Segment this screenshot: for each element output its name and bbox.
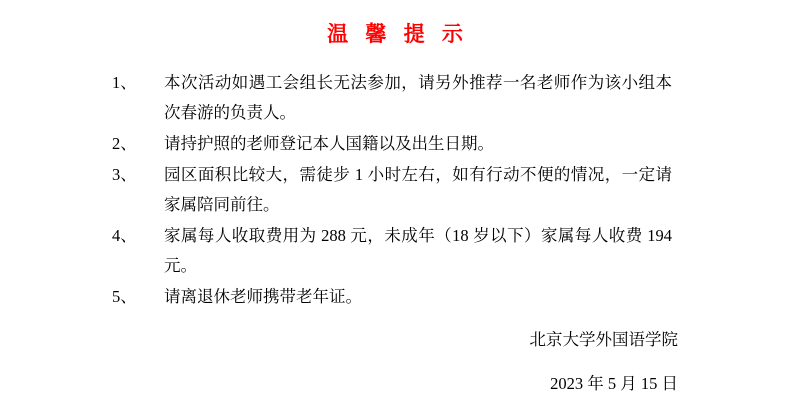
list-item	[0, 68, 790, 128]
list-item-number: 3、	[112, 165, 137, 184]
list-item-text: 本次活动如遇工会组长无法参加，请另外推荐一名老师作为该小组本次春游的负责人。	[164, 73, 672, 122]
signature-date: 2023 年 5 月 15 日	[550, 374, 678, 393]
list-item-number: 1、	[112, 73, 137, 92]
signature: 北京大学外国语学院	[529, 330, 678, 349]
list-item-text: 园区面积比较大，需徒步 1 小时左右，如有行动不便的情况，一定请家属陪同前往。	[164, 165, 672, 214]
list-item-number: 4、	[112, 226, 137, 245]
list-item-text: 家属每人收取费用为 288 元，未成年（18 岁以下）家属每人收费 194 元。	[164, 226, 672, 275]
list-item	[0, 129, 790, 159]
list-item	[0, 221, 790, 281]
list-item-number: 5、	[112, 287, 137, 306]
list-item-text: 请离退休老师携带老年证。	[164, 287, 362, 306]
list-item	[0, 160, 790, 220]
list-item	[0, 282, 790, 312]
page-title: 温 馨 提 示	[327, 22, 469, 46]
document-page	[0, 18, 790, 419]
list-item-text: 请持护照的老师登记本人国籍以及出生日期。	[164, 134, 494, 153]
list-item-number: 2、	[112, 134, 137, 153]
notice-list	[0, 68, 790, 312]
